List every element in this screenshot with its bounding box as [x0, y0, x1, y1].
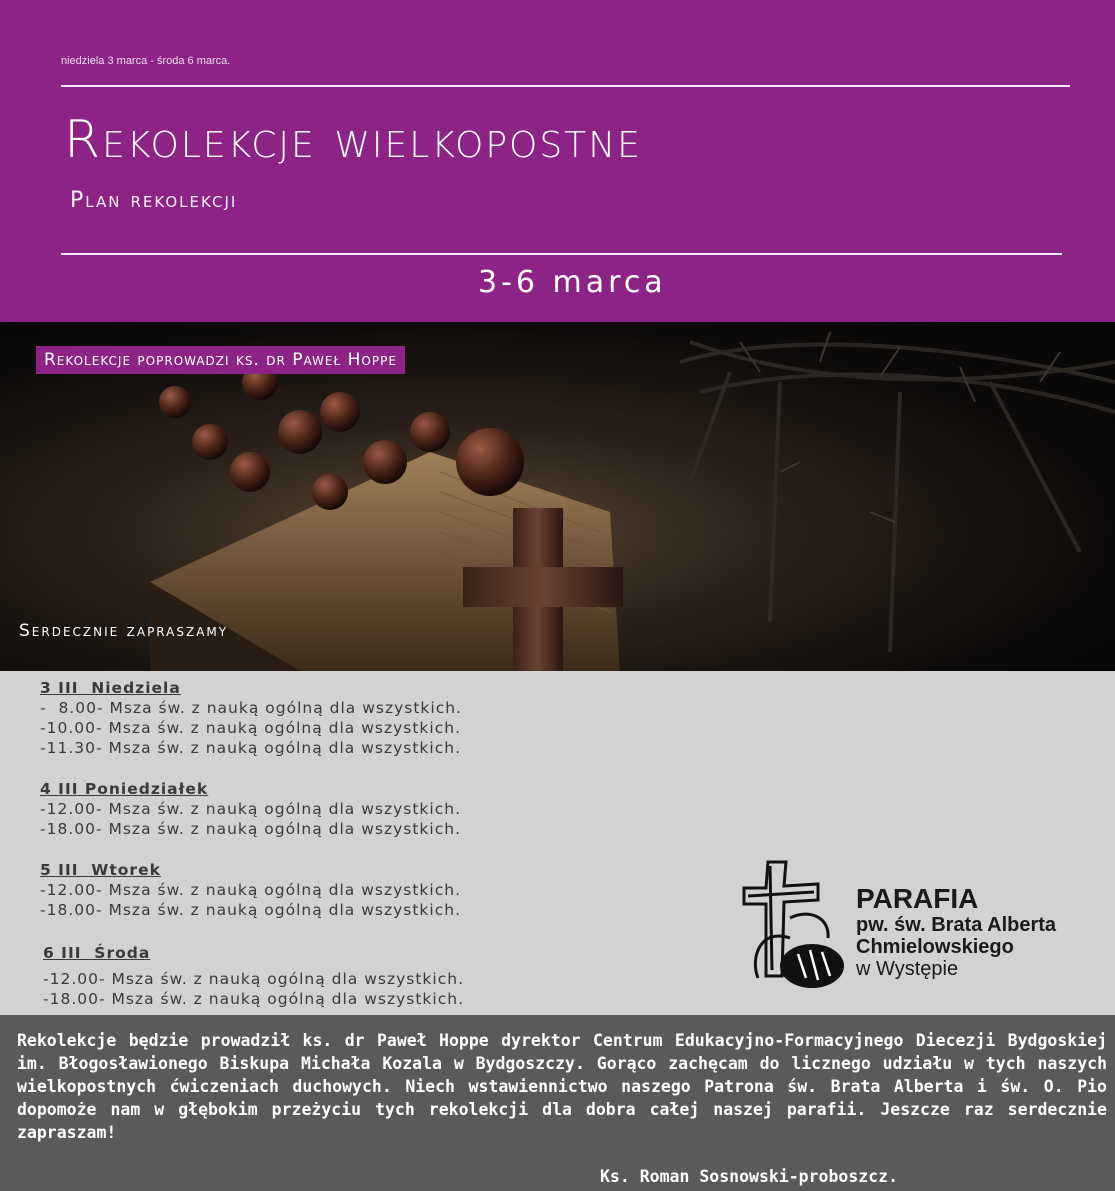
parish-name-line2: pw. św. Brata Alberta [856, 914, 1057, 936]
schedule-entry: -12.00- Msza św. z nauką ogólną dla wszystkich. [43, 970, 464, 988]
parish-name-line4: w Występie [856, 958, 959, 980]
schedule-entry: -18.00- Msza św. z nauką ogólną dla wszystkich. [40, 901, 461, 919]
schedule-day [40, 860, 461, 920]
schedule-entry: -11.30- Msza św. z nauką ogólną dla wszystkich. [40, 739, 461, 757]
header-dates: niedziela 3 marca - środa 6 marca. [61, 55, 231, 67]
schedule-entry: - 8.00- Msza św. z nauką ogólną dla wszystkich. [40, 699, 462, 717]
schedule-entry: -12.00- Msza św. z nauką ogólną dla wszystkich. [40, 881, 461, 899]
day-title: 6 III Środa [43, 944, 151, 962]
schedule-entry: -10.00- Msza św. z nauką ogólną dla wszystkich. [40, 719, 461, 737]
leader-badge: Rekolekcje poprowadzi ks. dr Paweł Hoppe [36, 346, 405, 374]
schedule-day [43, 943, 464, 1009]
schedule-entry: -18.00- Msza św. z nauką ogólną dla wszystkich. [40, 820, 461, 838]
parish-name [856, 884, 1056, 980]
invitation-text: Serdecznie zapraszamy [19, 621, 229, 641]
parish-name-line1: PARAFIA [856, 883, 979, 914]
parish-logo [740, 858, 1100, 998]
date-range: 3-6 marca [478, 265, 667, 300]
pastor-signature: Ks. Roman Sosnowski-proboszcz. [600, 1167, 899, 1186]
day-title: 5 III Wtorek [40, 861, 161, 879]
parish-name-line3: Chmielowskiego [856, 936, 1014, 958]
header-divider-bottom [61, 253, 1062, 255]
schedule-day [40, 779, 461, 839]
page-title: Rekolekcje wielkopostne [64, 110, 642, 170]
schedule-day [40, 678, 462, 758]
photo-illustration [0, 322, 1115, 671]
page-subtitle: Plan rekolekcji [70, 188, 238, 213]
footer-message-section [0, 1015, 1115, 1191]
header-band [0, 0, 1115, 322]
pastor-message: Rekolekcje będzie prowadził ks. dr Paweł Hoppe dyrektor Centrum Edukacyjno-Formacyjnego Diecezji Bydgoskiej im. Błogosławionego Biskupa Michała Kozala w Bydgoszczy. Gorąco zachęcam do licznego udziału w tych naszych wielkopostnych ćwiczeniach duchowych. Niech wstawiennictwo naszego Patrona św. Brata Alberta i św. O. Pio dopomoże nam w głębokim przeżyciu tych rekolekcji dla dobra całej naszej parafii. Jeszcze raz serdecznie zapraszam! [17, 1031, 1107, 1142]
cross-bread-icon [740, 858, 850, 993]
schedule-entry: -18.00- Msza św. z nauką ogólną dla wszystkich. [43, 990, 464, 1008]
day-title: 4 III Poniedziałek [40, 780, 209, 798]
header-divider-top [61, 85, 1070, 87]
schedule-entry: -12.00- Msza św. z nauką ogólną dla wszystkich. [40, 800, 461, 818]
rosary-bible-photo [0, 322, 1115, 671]
day-title: 3 III Niedziela [40, 679, 181, 697]
